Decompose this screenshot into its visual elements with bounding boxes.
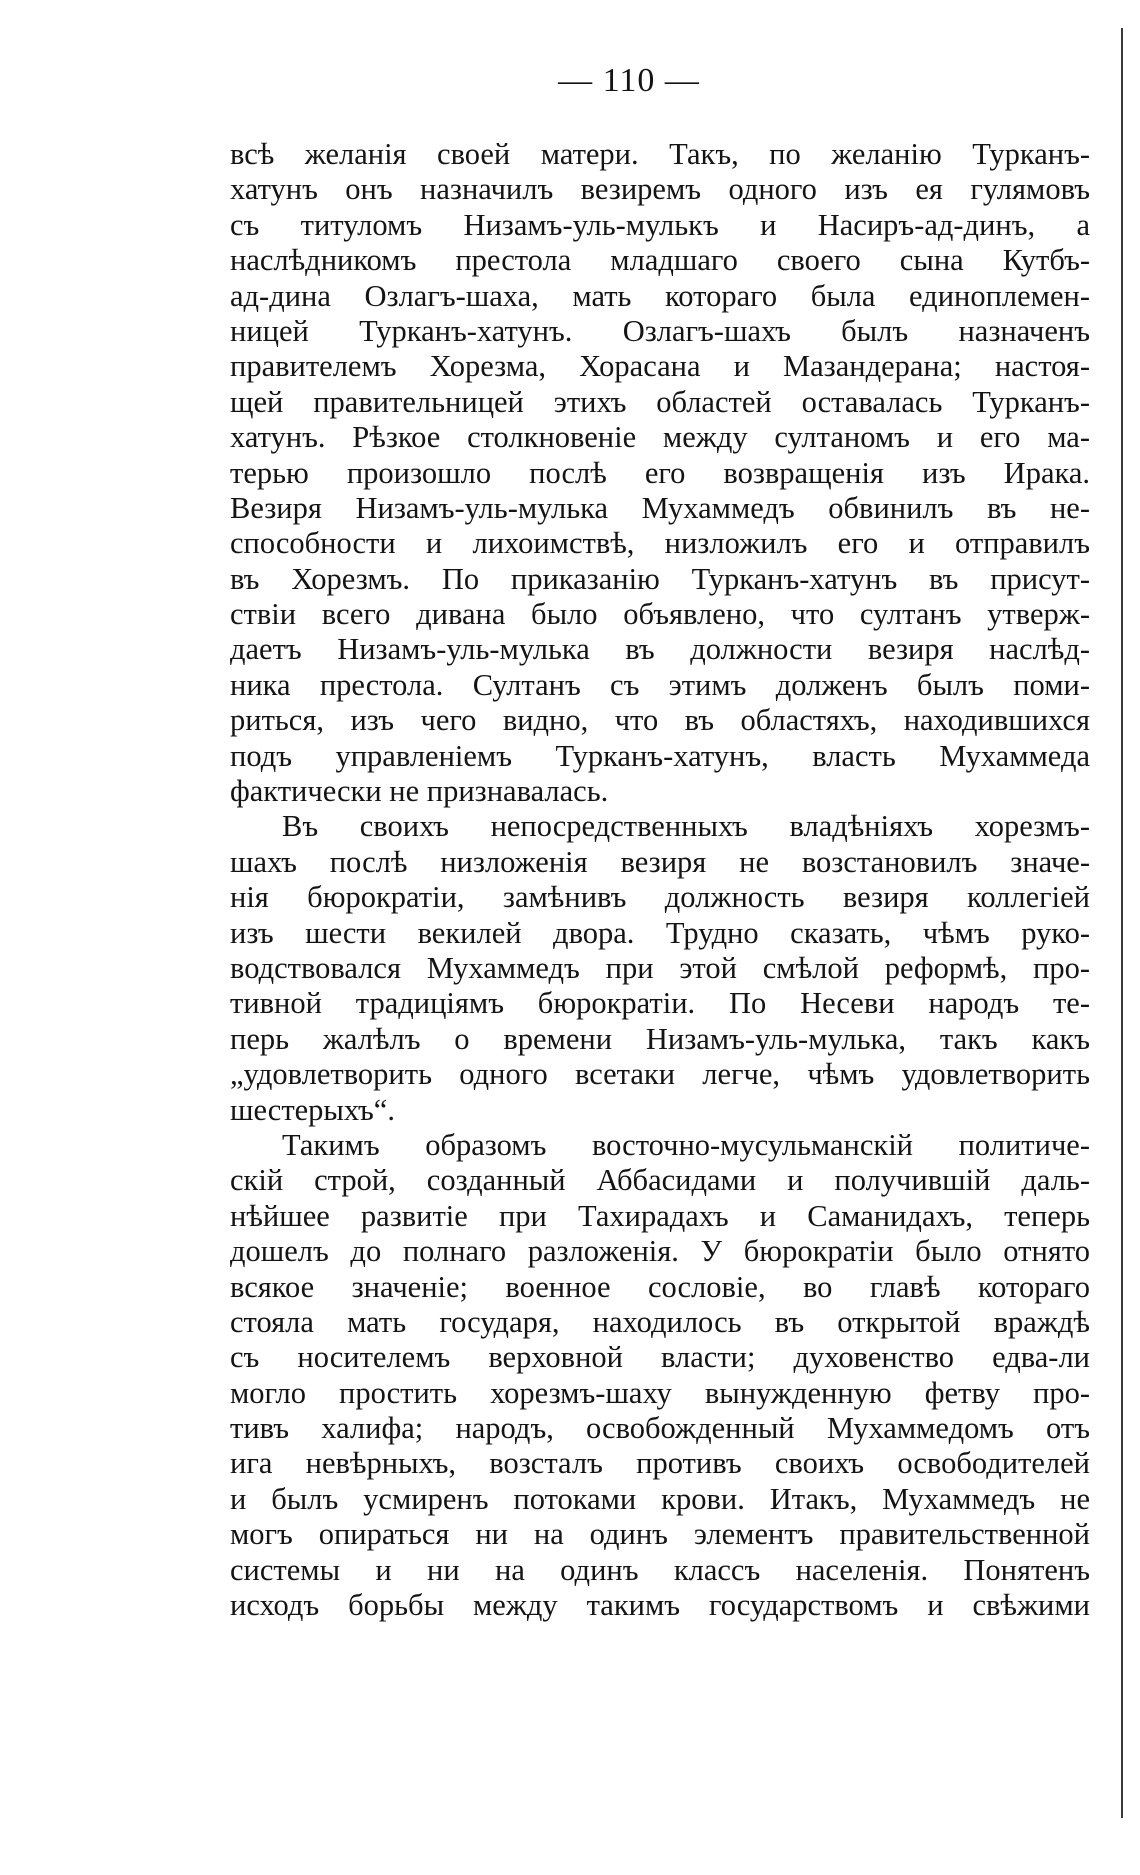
text-line: тивной традиціямъ бюрократіи. По Несеви народъ те-: [230, 986, 1090, 1021]
text-line: ницей Турканъ-хатунъ. Озлагъ-шахъ былъ назначенъ: [230, 313, 1090, 348]
text-line: шестерыхъ“.: [230, 1092, 395, 1127]
text-line: хатунъ. Рѣзкое столкновеніе между султаномъ и его ма-: [230, 420, 1090, 455]
text-line: исходъ борьбы между такимъ государствомъ и свѣжими: [230, 1588, 1090, 1623]
text-line: Такимъ образомъ восточно-мусульманскій политиче-: [282, 1127, 1090, 1162]
text-line: риться, изъ чего видно, что въ областяхъ, находившихся: [230, 703, 1090, 738]
body-text: [230, 137, 1090, 1623]
text-line: водствовался Мухаммедъ при этой смѣлой реформѣ, про-: [230, 950, 1090, 985]
text-line: способности и лихоимствѣ, низложилъ его и отправилъ: [230, 526, 1090, 561]
text-line: перь жалѣлъ о времени Низамъ-уль-мулька, такъ какъ: [230, 1021, 1090, 1056]
text-line: Въ своихъ непосредственныхъ владѣніяхъ хорезмъ-: [282, 809, 1090, 844]
text-line: Везиря Низамъ-уль-мулька Мухаммедъ обвинилъ въ не-: [230, 490, 1090, 525]
text-line: и былъ усмиренъ потоками крови. Итакъ, Мухаммедъ не: [230, 1481, 1090, 1516]
text-line: изъ шести векилей двора. Трудно сказать, чѣмъ руко-: [230, 915, 1090, 950]
text-line: могло простить хорезмъ-шаху вынужденную фетву про-: [230, 1375, 1090, 1410]
text-line: всѣ желанія своей матери. Такъ, по желанію Турканъ-: [230, 137, 1090, 171]
page-number: — 110 —: [558, 62, 700, 99]
text-line: шахъ послѣ низложенія везиря не возстановилъ значе-: [230, 844, 1090, 879]
text-line: нія бюрократіи, замѣнивъ должность везиря коллегіей: [230, 880, 1090, 915]
text-line: нѣйшее развитіе при Тахирадахъ и Саманидахъ, теперь: [230, 1198, 1090, 1233]
text-line: скій строй, созданный Аббасидами и получившій даль-: [230, 1163, 1090, 1198]
text-line: фактически не признавалась.: [230, 774, 609, 809]
text-line: ника престола. Султанъ съ этимъ долженъ былъ поми-: [230, 667, 1090, 702]
text-line: хатунъ онъ назначилъ везиремъ одного изъ ея гулямовъ: [230, 172, 1090, 207]
text-line: съ титуломъ Низамъ-уль-мулькъ и Насиръ-ад-динъ, а: [230, 207, 1090, 242]
text-line: „удовлетворить одного всетаки легче, чѣмъ удовлетворить: [230, 1057, 1090, 1092]
text-line: тивъ халифа; народъ, освобожденный Мухаммедомъ отъ: [230, 1411, 1090, 1446]
text-line: щей правительницей этихъ областей оставалась Турканъ-: [230, 384, 1090, 419]
text-line: системы и ни на одинъ классъ населенія. Понятенъ: [230, 1552, 1090, 1587]
text-line: всякое значеніе; военное сословіе, во главѣ котораго: [230, 1269, 1090, 1304]
text-line: подъ управленіемъ Турканъ-хатунъ, власть Мухаммеда: [230, 738, 1090, 773]
text-line: правителемъ Хорезма, Хорасана и Мазандерана; настоя-: [230, 349, 1090, 384]
page-edge-line: [1121, 28, 1123, 1818]
text-line: терью произошло послѣ его возвращенія изъ Ирака.: [230, 455, 1090, 490]
text-line: стояла мать государя, находилось въ открытой враждѣ: [230, 1304, 1090, 1339]
text-line: даетъ Низамъ-уль-мулька въ должности везиря наслѣд-: [230, 632, 1090, 667]
text-line: наслѣдникомъ престола младшаго своего сына Кутбъ-: [230, 243, 1090, 278]
text-line: въ Хорезмъ. По приказанію Турканъ-хатунъ въ присут-: [230, 561, 1090, 596]
text-line: могъ опираться ни на одинъ элементъ правительственной: [230, 1517, 1090, 1552]
text-line: съ носителемъ верховной власти; духовенство едва-ли: [230, 1340, 1090, 1375]
text-line: ствіи всего дивана было объявлено, что султанъ утверж-: [230, 597, 1090, 632]
text-line: дошелъ до полнаго разложенія. У бюрократіи было отнято: [230, 1234, 1090, 1269]
text-line: ад-дина Озлагъ-шаха, мать котораго была единоплемен-: [230, 278, 1090, 313]
text-line: ига невѣрныхъ, возсталъ противъ своихъ освободителей: [230, 1446, 1090, 1481]
